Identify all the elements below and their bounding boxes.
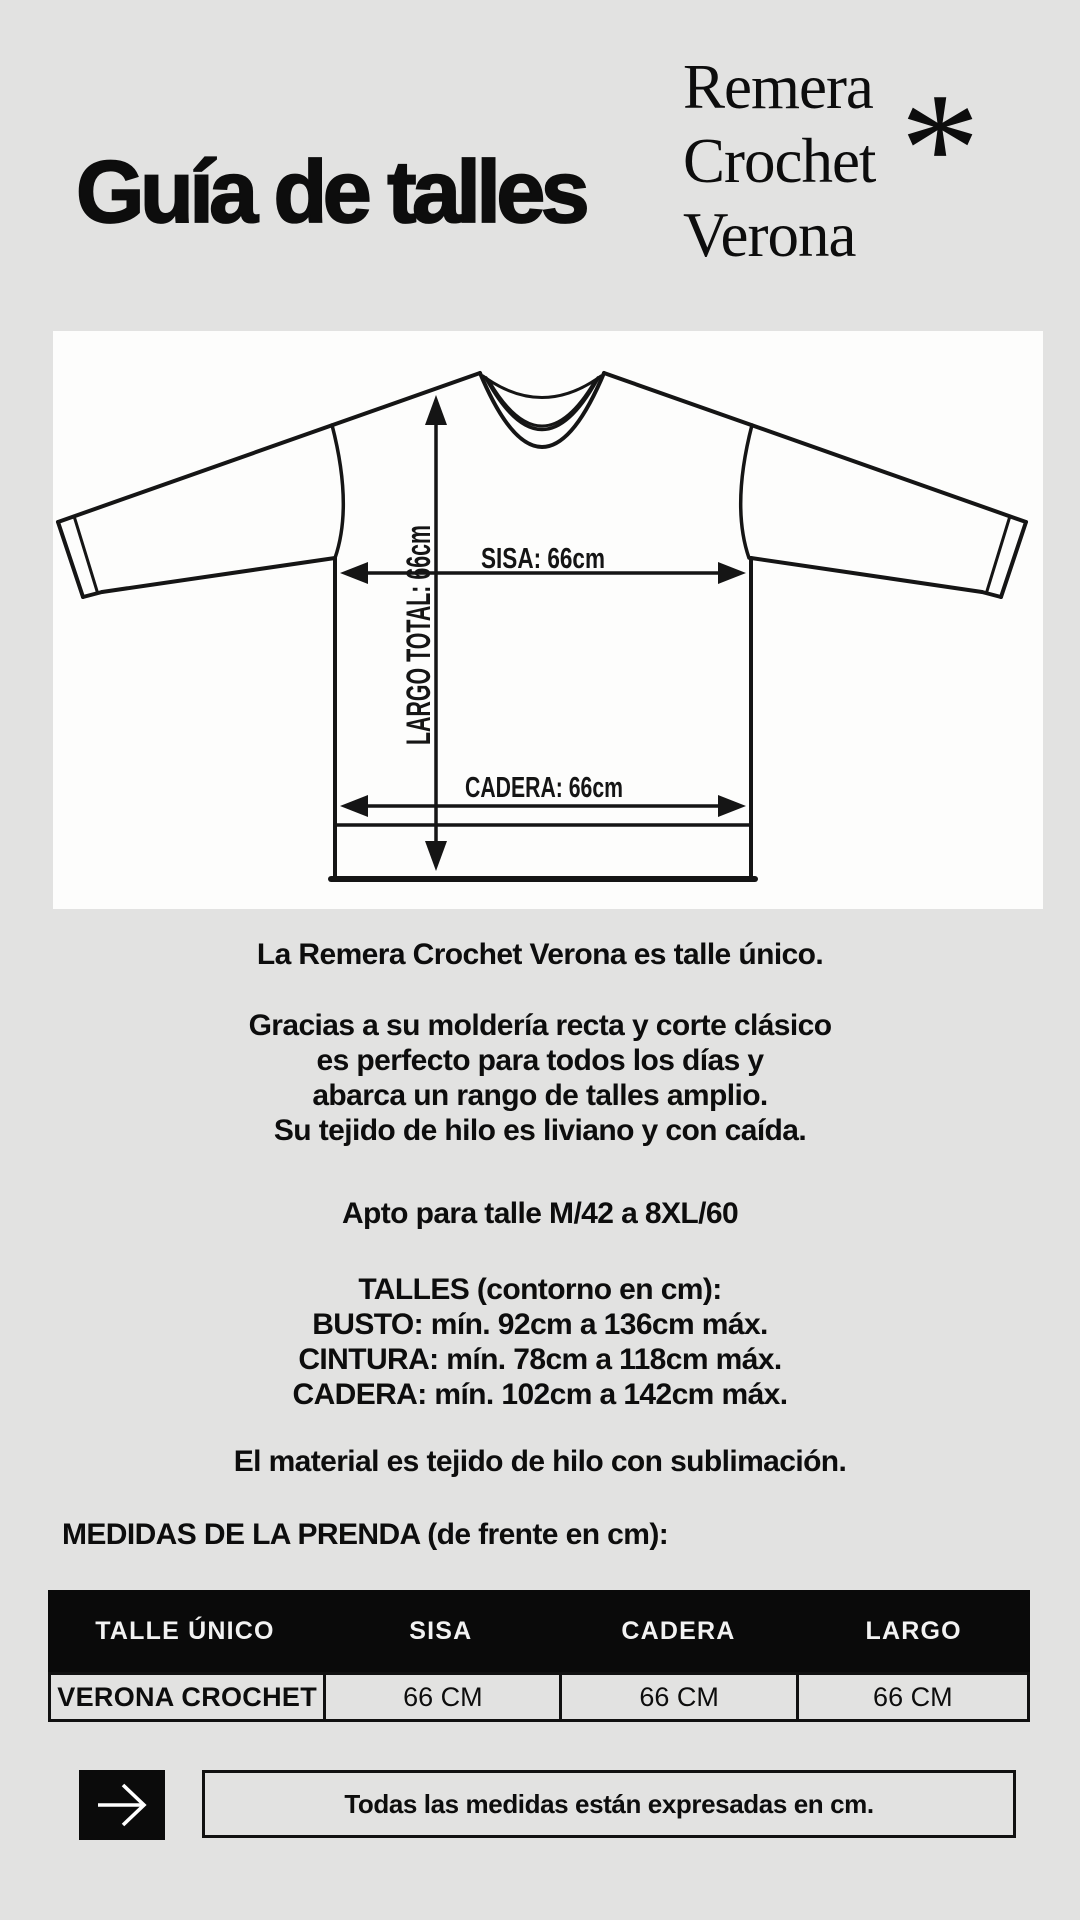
features-line: Gracias a su moldería recta y corte clásico (248, 1009, 832, 1042)
talles-line: BUSTO: mín. 92cm a 136cm máx. (312, 1308, 768, 1341)
product-name-line-3: Verona (683, 200, 856, 270)
page-title: Guía de talles (76, 142, 586, 241)
measurements-note-box (202, 1770, 1016, 1838)
cadera-label: CADERA: 66cm (465, 772, 623, 804)
header-talle-unico: TALLE ÚNICO (95, 1616, 275, 1645)
measurements-note: Todas las medidas están expresadas en cm. (344, 1788, 874, 1819)
features-line: abarca un rango de talles amplio. (312, 1079, 768, 1112)
row-cadera-value: 66 CM (559, 1675, 795, 1719)
talles-line: CADERA: mín. 102cm a 142cm máx. (292, 1378, 788, 1411)
measurement-labels (400, 394, 623, 804)
features-line: es perfecto para todos los días y (316, 1044, 764, 1077)
tshirt-measurement-diagram (53, 331, 1043, 909)
row-largo-value: 66 CM (796, 1675, 1027, 1719)
largo-total-label: LARGO TOTAL: 66cm (400, 394, 438, 745)
talles-line: TALLES (contorno en cm): (358, 1273, 722, 1306)
material-line: El material es tejido de hilo con sublimación. (233, 1445, 847, 1478)
sisa-label: SISA: 66cm (481, 543, 605, 575)
intro-line: La Remera Crochet Verona es talle único. (256, 938, 824, 971)
talles-paragraph (0, 1272, 1080, 1412)
size-table (48, 1590, 1030, 1722)
row-product-name: VERONA CROCHET (57, 1681, 317, 1712)
talles-line: CINTURA: mín. 78cm a 118cm máx. (298, 1343, 782, 1376)
product-name-line-2: Crochet (683, 126, 876, 196)
header-largo: LARGO (865, 1616, 962, 1645)
header-cadera: CADERA (621, 1616, 736, 1645)
header-sisa: SISA (409, 1616, 473, 1645)
medidas-heading: MEDIDAS DE LA PRENDA (de frente en cm): (62, 1518, 669, 1551)
asterisk-icon: * (900, 59, 980, 237)
garment-diagram-panel (53, 331, 1043, 909)
product-name-line-1: Remera (683, 52, 873, 122)
row-sisa-value: 66 CM (323, 1675, 559, 1719)
size-range-line: Apto para talle M/42 a 8XL/60 (341, 1197, 739, 1230)
features-line: Su tejido de hilo es liviano y con caída. (273, 1114, 807, 1147)
table-row (48, 1672, 1030, 1722)
size-table-header-row (48, 1590, 1030, 1672)
features-paragraph (0, 1008, 1080, 1148)
product-name (683, 50, 875, 272)
arrow-button[interactable] (79, 1770, 165, 1840)
arrow-right-icon (92, 1780, 152, 1830)
